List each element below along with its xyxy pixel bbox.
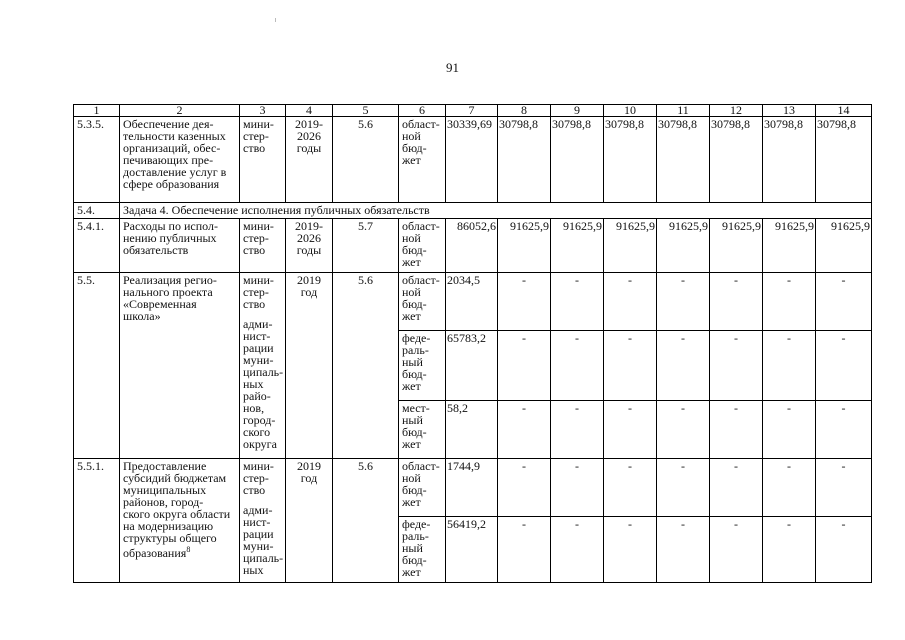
value-cell: 58,2	[446, 401, 498, 459]
dash-cell: -	[657, 401, 710, 459]
dash-cell: -	[551, 517, 604, 583]
dash-cell: -	[604, 401, 657, 459]
dash-cell: -	[816, 459, 872, 517]
dash-cell: -	[551, 459, 604, 517]
executor-administrations: адми- нист- рации муни- ципаль- ных райо- нов, город- ского округа	[243, 317, 284, 451]
value-cell: 30798,8	[657, 117, 710, 203]
value-cell: 91625,9	[551, 219, 604, 273]
code: 5.6	[333, 273, 399, 459]
row-number: 5.4.	[74, 203, 120, 219]
table-row	[74, 117, 872, 203]
dash-cell: -	[657, 459, 710, 517]
table-row	[74, 459, 872, 517]
value-cell: 30339,69	[446, 117, 498, 203]
header-cell: 3	[240, 105, 286, 117]
dash-cell: -	[763, 273, 816, 331]
row-name: Реализация регио- нального проекта «Современная школа»	[120, 273, 240, 459]
value-cell: 91625,9	[763, 219, 816, 273]
dash-cell: -	[710, 517, 763, 583]
header-cell: 9	[551, 105, 604, 117]
dash-cell: -	[763, 459, 816, 517]
executor	[240, 459, 286, 583]
header-cell: 6	[399, 105, 446, 117]
dash-cell: -	[604, 273, 657, 331]
page-number: 91	[446, 60, 459, 75]
value-cell: 56419,2	[446, 517, 498, 583]
table-row	[74, 273, 872, 331]
dash-cell: -	[498, 273, 551, 331]
table-row	[74, 203, 872, 219]
dash-cell: -	[498, 331, 551, 401]
header-cell: 7	[446, 105, 498, 117]
row-number: 5.5.	[74, 273, 120, 459]
executor-administrations: адми- нист- рации муни- ципаль- ных	[243, 503, 284, 577]
value-cell: 91625,9	[604, 219, 657, 273]
table-row	[74, 219, 872, 273]
executor-ministry: мини- стер- ство	[243, 459, 274, 497]
dash-cell: -	[710, 459, 763, 517]
dash-cell: -	[763, 517, 816, 583]
header-cell: 14	[816, 105, 872, 117]
value-cell: 65783,2	[446, 331, 498, 401]
source: феде- раль- ный бюд- жет	[399, 517, 446, 583]
source: област- ной бюд- жет	[399, 117, 446, 203]
dash-cell: -	[551, 331, 604, 401]
dash-cell: -	[498, 517, 551, 583]
executor: мини- стер- ство	[240, 219, 286, 273]
years: 2019- 2026 годы	[286, 219, 333, 273]
dash-cell: -	[604, 517, 657, 583]
dash-cell: -	[816, 273, 872, 331]
value-cell: 91625,9	[710, 219, 763, 273]
header-cell: 4	[286, 105, 333, 117]
dash-cell: -	[498, 401, 551, 459]
executor: мини- стер- ство	[240, 117, 286, 203]
row-name: Расходы по испол- нению публичных обязательств	[120, 219, 240, 273]
header-cell: 8	[498, 105, 551, 117]
source: област- ной бюд- жет	[399, 219, 446, 273]
source: феде- раль- ный бюд- жет	[399, 331, 446, 401]
value-cell: 30798,8	[763, 117, 816, 203]
row-name: Обеспечение дея- тельности казенных организаций, обес- печивающих пре- доставление услуг в сфере образования	[120, 117, 240, 203]
budget-table	[73, 104, 872, 583]
source: мест- ный бюд- жет	[399, 401, 446, 459]
header-cell: 10	[604, 105, 657, 117]
dash-cell: -	[763, 331, 816, 401]
years: 2019 год	[286, 459, 333, 583]
dash-cell: -	[551, 273, 604, 331]
value-cell: 30798,8	[498, 117, 551, 203]
header-cell: 1	[74, 105, 120, 117]
dash-cell: -	[710, 331, 763, 401]
dash-cell: -	[604, 459, 657, 517]
dash-cell: -	[551, 401, 604, 459]
value-cell: 30798,8	[604, 117, 657, 203]
value-cell: 91625,9	[498, 219, 551, 273]
dash-cell: -	[657, 517, 710, 583]
row-number: 5.3.5.	[74, 117, 120, 203]
dash-cell: -	[763, 401, 816, 459]
footnote-mark: 8	[186, 545, 191, 554]
executor-ministry: мини- стер- ство	[243, 273, 274, 311]
row-number: 5.5.1.	[74, 459, 120, 583]
code: 5.6	[333, 117, 399, 203]
row-name-text: Предоставление субсидий бюджетам муниципальных районов, город- ского округа области на модернизацию структуры общего образования	[123, 459, 231, 560]
source: област- ной бюд- жет	[399, 459, 446, 517]
code: 5.7	[333, 219, 399, 273]
dash-cell: -	[710, 273, 763, 331]
years: 2019 год	[286, 273, 333, 459]
dash-cell: -	[657, 331, 710, 401]
years: 2019- 2026 годы	[286, 117, 333, 203]
value-cell: 91625,9	[816, 219, 872, 273]
dash-cell: -	[498, 459, 551, 517]
value-cell: 2034,5	[446, 273, 498, 331]
value-cell: 86052,6	[446, 219, 498, 273]
scan-mark	[275, 18, 276, 22]
row-number: 5.4.1.	[74, 219, 120, 273]
dash-cell: -	[604, 331, 657, 401]
value-cell: 91625,9	[657, 219, 710, 273]
task-title: Задача 4. Обеспечение исполнения публичных обязательств	[120, 203, 872, 219]
dash-cell: -	[816, 331, 872, 401]
code: 5.6	[333, 459, 399, 583]
header-cell: 2	[120, 105, 240, 117]
row-name	[120, 459, 240, 583]
dash-cell: -	[816, 401, 872, 459]
value-cell: 30798,8	[710, 117, 763, 203]
dash-cell: -	[816, 517, 872, 583]
value-cell: 1744,9	[446, 459, 498, 517]
value-cell: 30798,8	[551, 117, 604, 203]
dash-cell: -	[710, 401, 763, 459]
header-cell: 12	[710, 105, 763, 117]
header-row	[74, 105, 872, 117]
source: област- ной бюд- жет	[399, 273, 446, 331]
value-cell: 30798,8	[816, 117, 872, 203]
executor	[240, 273, 286, 459]
dash-cell: -	[657, 273, 710, 331]
header-cell: 5	[333, 105, 399, 117]
header-cell: 13	[763, 105, 816, 117]
header-cell: 11	[657, 105, 710, 117]
